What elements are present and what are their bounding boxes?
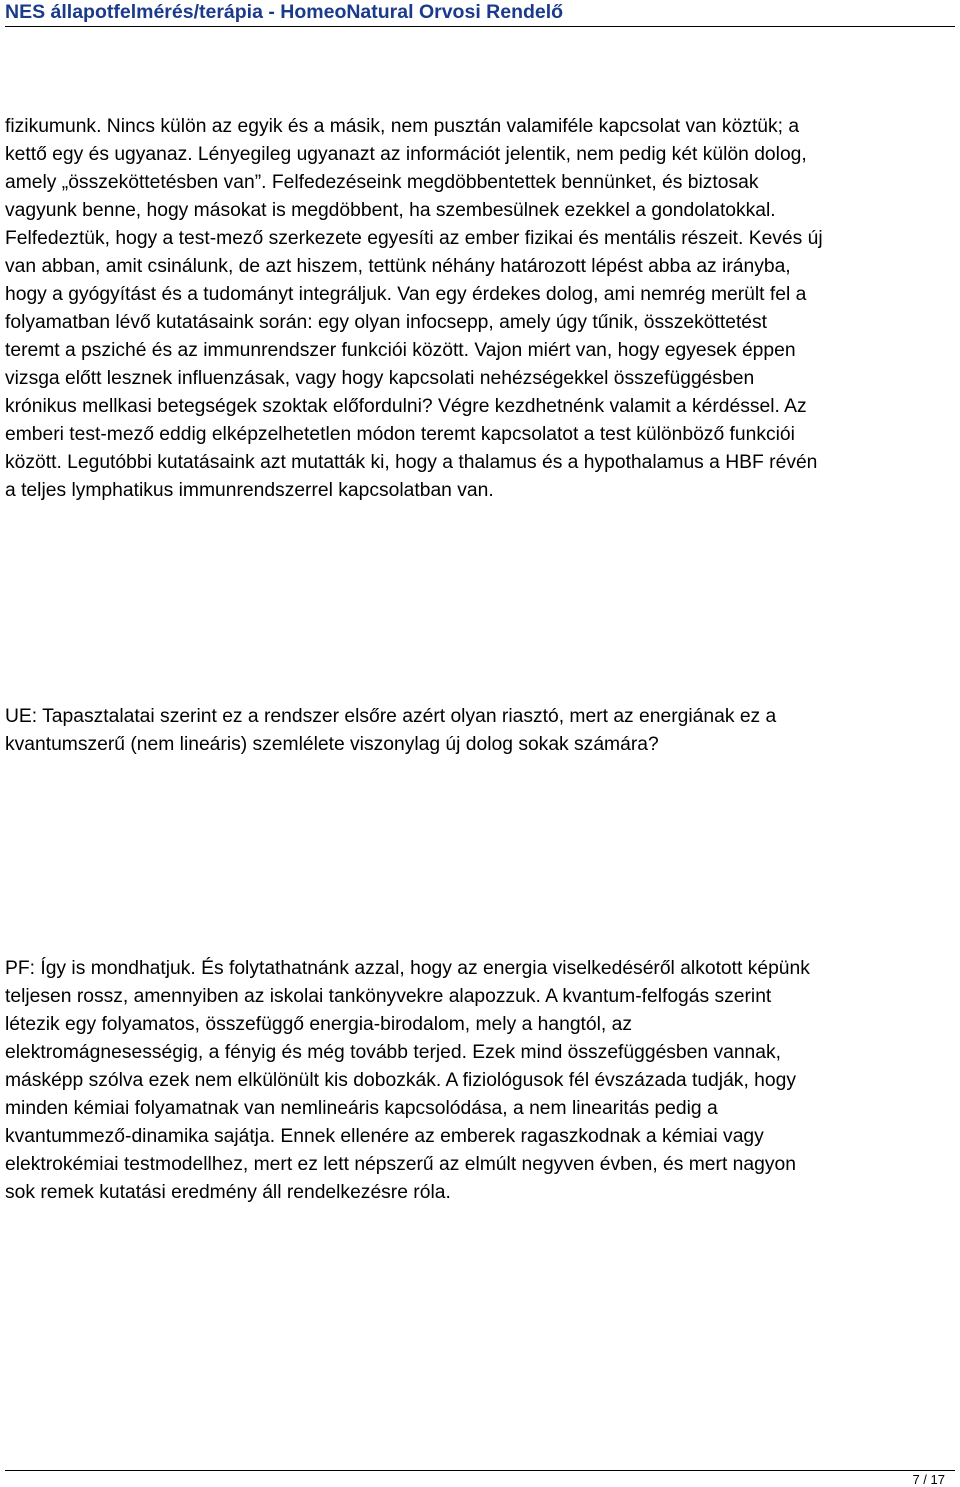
header-divider (5, 26, 955, 27)
text-line: Felfedeztük, hogy a test-mező szerkezete egyesíti az ember fizikai és mentális részeit. Kevés új (5, 228, 823, 249)
text-line: emberi test-mező eddig elképzelhetetlen módon teremt kapcsolatot a test különböző funkciói (5, 424, 795, 445)
text-line: folyamatban lévő kutatásaink során: egy olyan infocsepp, amely úgy tűnik, összeköttetést (5, 312, 768, 333)
text-line: sok remek kutatási eredmény áll rendelkezésre róla. (5, 1182, 451, 1203)
text-line: kettő egy és ugyanaz. Lényegileg ugyanazt az információt jelentik, nem pedig két külön dolog, (5, 144, 807, 165)
body-paragraph-1 (5, 113, 955, 505)
text-line: teljesen rossz, amennyiben az iskolai tankönyvekre alapozzuk. A kvantum-felfogás szerint (5, 986, 772, 1007)
text-line: között. Legutóbbi kutatásaink azt mutatták ki, hogy a thalamus és a hypothalamus a HBF révén (5, 452, 818, 473)
text-line: vagyunk benne, hogy másokat is megdöbbent, ha szembesülnek ezekkel a gondolatokkal. (5, 200, 776, 221)
page-number: 7 / 17 (912, 1472, 945, 1487)
page-header-title: NES állapotfelmérés/terápia - HomeoNatural Orvosi Rendelő (5, 1, 564, 23)
text-line: másképp szólva ezek nem elkülönült kis dobozkák. A fiziológusok fél évszázada tudják, hogy (5, 1070, 796, 1091)
text-line: létezik egy folyamatos, összefüggő energia-birodalom, mely a hangtól, az (5, 1014, 632, 1035)
text-line: krónikus mellkasi betegségek szoktak előfordulni? Végre kezdhetnénk valamit a kérdéssel. Az (5, 396, 807, 417)
text-line: elektromágnesességig, a fényig és még tovább terjed. Ezek mind összefüggésben vannak, (5, 1042, 781, 1063)
text-line: vizsga előtt lesznek influenzásak, vagy hogy kapcsolati nehézségekkel összefüggésben (5, 368, 755, 389)
text-line: van abban, amit csinálunk, de azt hiszem, tettünk néhány határozott lépést abba az irányba, (5, 256, 791, 277)
text-line: amely „összeköttetésben van”. Felfedezéseink megdöbbentettek bennünket, és biztosak (5, 172, 759, 193)
text-line: hogy a gyógyítást és a tudományt integráljuk. Van egy érdekes dolog, ami nemrég merült fel a (5, 284, 807, 305)
interview-question-paragraph (5, 703, 955, 759)
text-line: PF: Így is mondhatjuk. És folytathatnánk azzal, hogy az energia viselkedéséről alkotott képünk (5, 958, 810, 979)
interview-answer-paragraph (5, 955, 955, 1207)
text-line: a teljes lymphatikus immunrendszerrel kapcsolatban van. (5, 480, 494, 501)
text-line: elektrokémiai testmodellhez, mert ez lett népszerű az elmúlt negyven évben, és mert nagyon (5, 1154, 796, 1175)
footer-divider (5, 1470, 955, 1471)
text-line: minden kémiai folyamatnak van nemlineáris kapcsolódása, a nem linearitás pedig a (5, 1098, 718, 1119)
text-line: UE: Tapasztalatai szerint ez a rendszer elsőre azért olyan riasztó, mert az energiának ez a (5, 706, 777, 727)
text-line: kvantummező-dinamika sajátja. Ennek ellenére az emberek ragaszkodnak a kémiai vagy (5, 1126, 764, 1147)
text-line: teremt a psziché és az immunrendszer funkciói között. Vajon miért van, hogy egyesek éppen (5, 340, 796, 361)
text-line: kvantumszerű (nem lineáris) szemlélete viszonylag új dolog sokak számára? (5, 734, 659, 755)
text-line: fizikumunk. Nincs külön az egyik és a másik, nem pusztán valamiféle kapcsolat van köztük; a (5, 116, 800, 137)
